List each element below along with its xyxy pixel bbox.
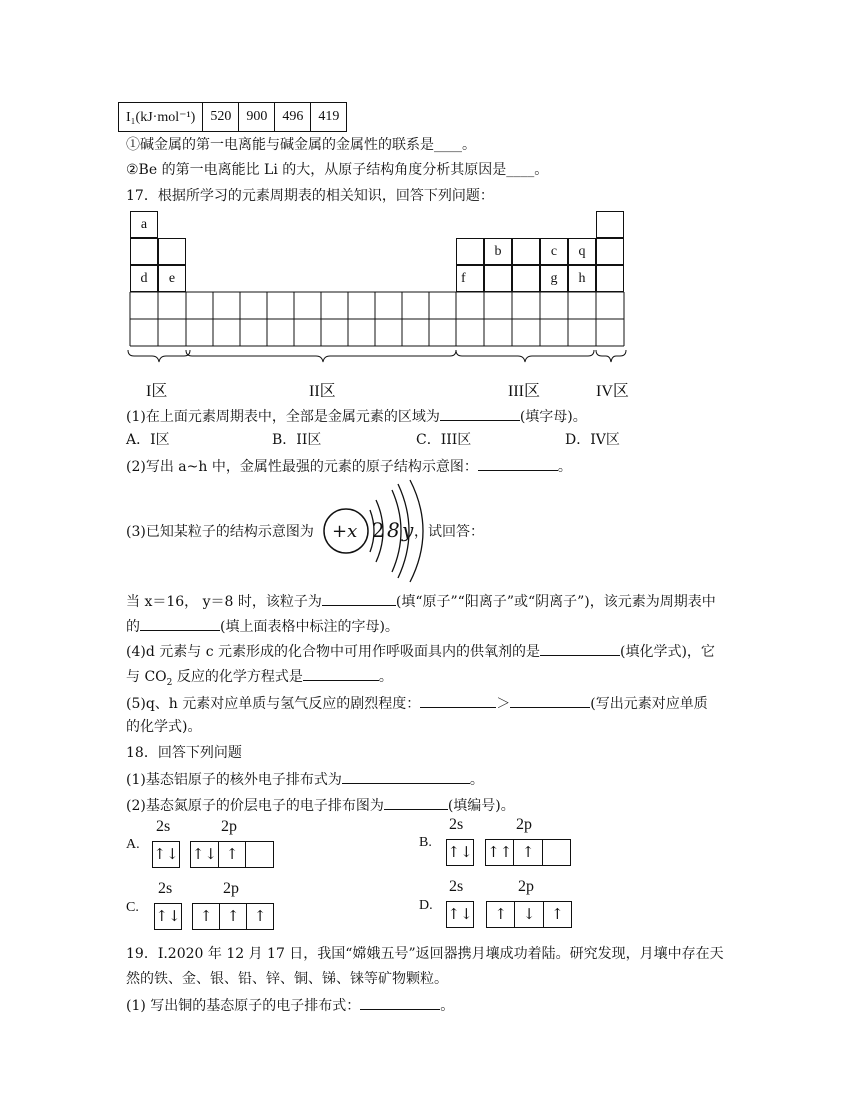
co2-subscript: 2 — [166, 677, 173, 688]
electron-box: ↑ — [193, 904, 220, 929]
electron-box: ↑ — [220, 904, 247, 929]
ion-value: 419 — [311, 103, 347, 132]
q18-2-text: (2)基态氮原子的价层电子的电子排布图为 — [126, 798, 384, 814]
q17-3c — [126, 615, 399, 637]
cell-d: d — [130, 265, 158, 292]
orbital-2s — [152, 841, 180, 868]
answer-blank[interactable] — [360, 994, 440, 1010]
q19-1-tail: 。 — [440, 998, 455, 1014]
s-label: 2s — [449, 816, 464, 833]
cell-e: e — [158, 265, 186, 292]
q19-title-2: 然的铁、金、银、铅、锌、铜、锑、铼等矿物颗粒。 — [126, 971, 448, 987]
q17-3b — [126, 590, 716, 612]
p-label: 2p — [221, 818, 237, 835]
q17-1-tail: (填字母)。 — [519, 409, 587, 425]
nucleus-charge: +x — [332, 521, 358, 542]
orbital-2p — [485, 839, 571, 866]
s-label: 2s — [449, 878, 464, 895]
q18-2-tail: (填编号)。 — [447, 798, 515, 814]
q17-4b — [126, 665, 393, 687]
cell-h: h — [568, 265, 596, 292]
electron-box — [543, 840, 570, 865]
q16-line1: ①碱金属的第一电离能与碱金属的金属性的联系是____。 — [126, 137, 476, 153]
cell-f: f — [456, 265, 484, 292]
answer-blank[interactable] — [540, 640, 620, 656]
q18-1-tail: 。 — [469, 772, 484, 788]
ion-value: 900 — [239, 103, 275, 132]
electron-pair: ↑↓ — [447, 843, 473, 861]
shell-1-count: 2 — [372, 518, 385, 542]
option-letter: B. — [419, 835, 432, 850]
q17-3-tail: ，试回答： — [414, 524, 484, 540]
answer-blank[interactable] — [303, 665, 379, 681]
answer-blank[interactable] — [342, 768, 470, 784]
option-c: C．III区 — [416, 432, 472, 448]
q17-title: 17．根据所学习的元素周期表的相关知识，回答下列问题： — [126, 188, 494, 204]
answer-blank[interactable] — [420, 692, 496, 708]
ion-header: I₁(kJ·mol⁻¹) — [119, 103, 203, 132]
q17-5b: 的化学式)。 — [126, 719, 202, 735]
q17-5-mid: ＞ — [496, 696, 511, 712]
q17-2-tail: 。 — [557, 459, 572, 475]
q17-2-text: (2)写出 a~h 中，金属性最强的元素的原子结构示意图： — [126, 459, 478, 475]
q17-4b-head: 与 CO — [126, 669, 167, 685]
p-label: 2p — [516, 816, 532, 833]
orbital-2p — [486, 901, 572, 928]
cell-b: b — [484, 238, 512, 265]
electron-box: ↑↑ — [486, 840, 514, 865]
periodic-grid-lines — [0, 0, 860, 400]
q19-1-text: (1) 写出铜的基态原子的电子排布式： — [126, 998, 361, 1014]
option-letter: D. — [419, 898, 433, 913]
option-a: A．I区 — [126, 432, 170, 448]
q17-4-head: (4)d 元素与 c 元素形成的化合物中可用作呼吸面具内的供氧剂的是 — [126, 644, 540, 660]
ion-value: 496 — [275, 103, 311, 132]
region-label: IV区 — [596, 383, 629, 400]
q17-1-text: (1)在上面元素周期表中，全部是金属元素的区域为 — [126, 409, 440, 425]
shell-3-count: y — [402, 518, 414, 542]
q18-2 — [126, 794, 515, 816]
shell-2-count: 8 — [387, 518, 400, 542]
ion-value: 520 — [203, 103, 239, 132]
q18-title: 18．回答下列问题 — [126, 745, 242, 761]
electron-box: ↑ — [253, 907, 267, 925]
electron-box: ↑ — [514, 840, 542, 865]
electron-pair: ↑↓ — [447, 905, 473, 923]
cell-c: c — [540, 238, 568, 265]
answer-blank[interactable] — [384, 794, 448, 810]
electron-box — [246, 842, 273, 867]
q17-4b-mid: 反应的化学方程式是 — [172, 669, 303, 685]
q17-4 — [126, 640, 715, 662]
s-label: 2s — [158, 880, 173, 897]
orbital-2p — [192, 903, 274, 930]
q17-4-tail: (填化学式)，它 — [619, 644, 715, 660]
answer-blank[interactable] — [440, 405, 520, 421]
q17-2 — [126, 455, 572, 477]
q17-1 — [126, 405, 587, 427]
q17-5 — [126, 692, 708, 714]
q17-3b-tail: (填“原子”“阳离子”或“阴离子”)，该元素为周期表中 — [395, 594, 716, 610]
p-label: 2p — [518, 878, 534, 895]
q17-3-head: (3)已知某粒子的结构示意图为 — [126, 524, 314, 540]
q17-3c-head: 的 — [126, 619, 140, 635]
electron-box: ↑↓ — [191, 842, 219, 867]
electron-box: ↑ — [219, 842, 247, 867]
cell-a: a — [130, 211, 158, 238]
q17-3c-tail: (填上面表格中标注的字母)。 — [220, 619, 399, 635]
electron-pair: ↑↓ — [153, 845, 179, 863]
p-label: 2p — [223, 880, 239, 897]
electron-pair: ↑↓ — [155, 907, 181, 925]
q18-1 — [126, 768, 484, 790]
region-label: I区 — [146, 383, 168, 400]
orbital-2p — [190, 841, 274, 868]
orbital-2s — [446, 901, 474, 928]
cell-q: q — [568, 238, 596, 265]
electron-box: ↑ — [487, 902, 515, 927]
option-b: B．II区 — [272, 432, 322, 448]
answer-blank[interactable] — [478, 455, 558, 471]
region-label: III区 — [508, 383, 540, 400]
answer-blank[interactable] — [322, 590, 396, 606]
cell-g: g — [540, 265, 568, 292]
q17-5-head: (5)q、h 元素对应单质与氢气反应的剧烈程度： — [126, 696, 421, 712]
s-label: 2s — [156, 818, 171, 835]
option-letter: A. — [126, 837, 140, 852]
electron-box: ↓ — [515, 902, 543, 927]
option-d: D．IV区 — [565, 432, 620, 448]
q17-5-tail: (写出元素对应单质 — [590, 696, 708, 712]
q18-1-text: (1)基态铝原子的核外电子排布式为 — [126, 772, 342, 788]
q17-4b-tail: 。 — [378, 669, 393, 685]
q19-1 — [126, 994, 454, 1016]
answer-blank[interactable] — [140, 615, 220, 631]
q19-title: 19．I.2020 年 12 月 17 日，我国“嫦娥五号”返回器携月壤成功着陆。研究发现，月壤中存在天 — [126, 946, 724, 962]
region-label: II区 — [309, 383, 336, 400]
q16-line2: ②Be 的第一电离能比 Li 的大，从原子结构角度分析其原因是____。 — [126, 162, 549, 178]
orbital-2s — [446, 839, 474, 866]
q17-3b-head: 当 x＝16， y＝8 时，该粒子为 — [126, 594, 322, 610]
option-letter: C. — [126, 900, 139, 915]
electron-box: ↑ — [551, 905, 564, 923]
answer-blank[interactable] — [510, 692, 590, 708]
orbital-2s — [154, 903, 182, 930]
